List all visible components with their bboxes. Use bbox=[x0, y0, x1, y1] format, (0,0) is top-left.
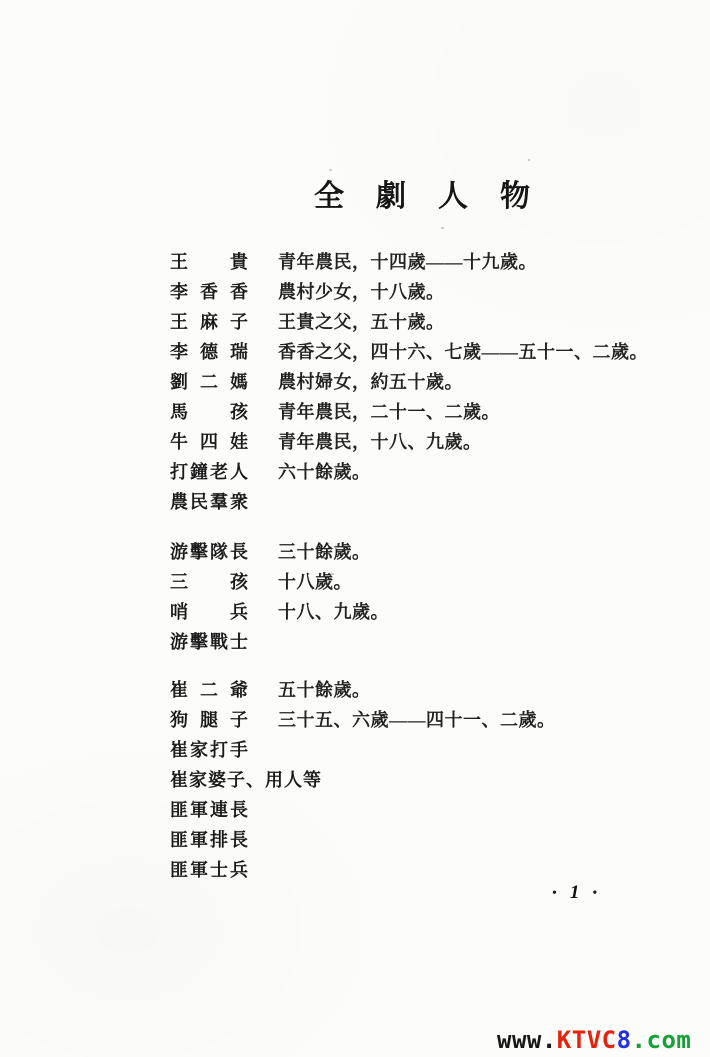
page-number-right-dot: • bbox=[592, 886, 598, 901]
character-row bbox=[170, 248, 648, 278]
character-row bbox=[170, 538, 648, 568]
character-description: 十八歲。 bbox=[278, 572, 352, 592]
character-name: 農民羣衆 bbox=[170, 492, 248, 512]
scan-speck bbox=[441, 227, 444, 229]
scan-speck bbox=[528, 159, 530, 161]
character-name: 馬孩 bbox=[170, 402, 248, 422]
character-name: 王麻子 bbox=[170, 312, 248, 332]
character-row bbox=[170, 458, 648, 488]
watermark-url bbox=[497, 1027, 691, 1053]
watermark-segment: .com bbox=[631, 1026, 692, 1054]
character-row bbox=[170, 766, 648, 796]
character-group bbox=[170, 676, 648, 886]
character-name: 狗腿子 bbox=[170, 710, 248, 730]
character-name: 李德瑞 bbox=[170, 342, 248, 362]
character-name: 匪軍士兵 bbox=[170, 860, 248, 880]
page-number bbox=[552, 882, 597, 904]
character-name: 崔家打手 bbox=[170, 740, 248, 760]
character-group bbox=[170, 248, 648, 518]
character-description: 農村婦女，約五十歲。 bbox=[278, 372, 463, 392]
character-row bbox=[170, 598, 648, 628]
character-description: 十八、九歲。 bbox=[278, 602, 389, 622]
character-description: 青年農民，十八、九歲。 bbox=[278, 432, 482, 452]
character-row bbox=[170, 488, 648, 518]
page-number-value: 1 bbox=[569, 882, 580, 903]
character-row bbox=[170, 796, 648, 826]
character-name: 崔家婆子、用人等 bbox=[170, 770, 322, 790]
character-description: 農村少女，十八歲。 bbox=[278, 282, 445, 302]
character-name: 王貴 bbox=[170, 252, 248, 272]
character-group bbox=[170, 538, 648, 658]
character-row bbox=[170, 278, 648, 308]
character-name: 匪軍連長 bbox=[170, 800, 248, 820]
page-title: 全 劇 人 物 bbox=[314, 180, 531, 213]
character-row bbox=[170, 308, 648, 338]
scan-speck bbox=[329, 169, 332, 171]
scan-speck bbox=[330, 573, 334, 575]
character-name: 崔二爺 bbox=[170, 680, 248, 700]
watermark-segment: www. bbox=[497, 1026, 557, 1054]
character-name: 劉二媽 bbox=[170, 372, 248, 392]
character-row bbox=[170, 568, 648, 598]
character-description: 香香之父，四十六、七歲——五十一、二歲。 bbox=[278, 342, 648, 362]
character-description: 王貴之父，五十歲。 bbox=[278, 312, 445, 332]
character-name: 游擊戰士 bbox=[170, 632, 248, 652]
watermark-segment: KTVC bbox=[556, 1026, 617, 1054]
character-row bbox=[170, 676, 648, 706]
page-number-left-dot: • bbox=[552, 886, 557, 901]
character-description: 五十餘歲。 bbox=[278, 680, 371, 700]
character-name: 哨兵 bbox=[170, 602, 248, 622]
character-name: 李香香 bbox=[170, 282, 248, 302]
character-description: 三十餘歲。 bbox=[278, 542, 371, 562]
character-name: 三孩 bbox=[170, 572, 248, 592]
character-name: 打鐘老人 bbox=[170, 462, 248, 482]
character-description: 青年農民，二十一、二歲。 bbox=[278, 402, 500, 422]
character-description: 青年農民，十四歲——十九歲。 bbox=[278, 252, 537, 272]
character-list bbox=[170, 248, 648, 886]
character-row bbox=[170, 398, 648, 428]
character-description: 六十餘歲。 bbox=[278, 462, 371, 482]
character-row bbox=[170, 736, 648, 766]
watermark-segment: 8 bbox=[616, 1026, 632, 1054]
character-name: 牛四娃 bbox=[170, 432, 248, 452]
character-row bbox=[170, 706, 648, 736]
character-description: 三十五、六歲——四十一、二歲。 bbox=[278, 710, 556, 730]
character-row bbox=[170, 826, 648, 856]
character-row bbox=[170, 368, 648, 398]
character-row bbox=[170, 338, 648, 368]
character-name: 匪軍排長 bbox=[170, 830, 248, 850]
character-row bbox=[170, 428, 648, 458]
character-name: 游擊隊長 bbox=[170, 542, 248, 562]
character-row bbox=[170, 628, 648, 658]
